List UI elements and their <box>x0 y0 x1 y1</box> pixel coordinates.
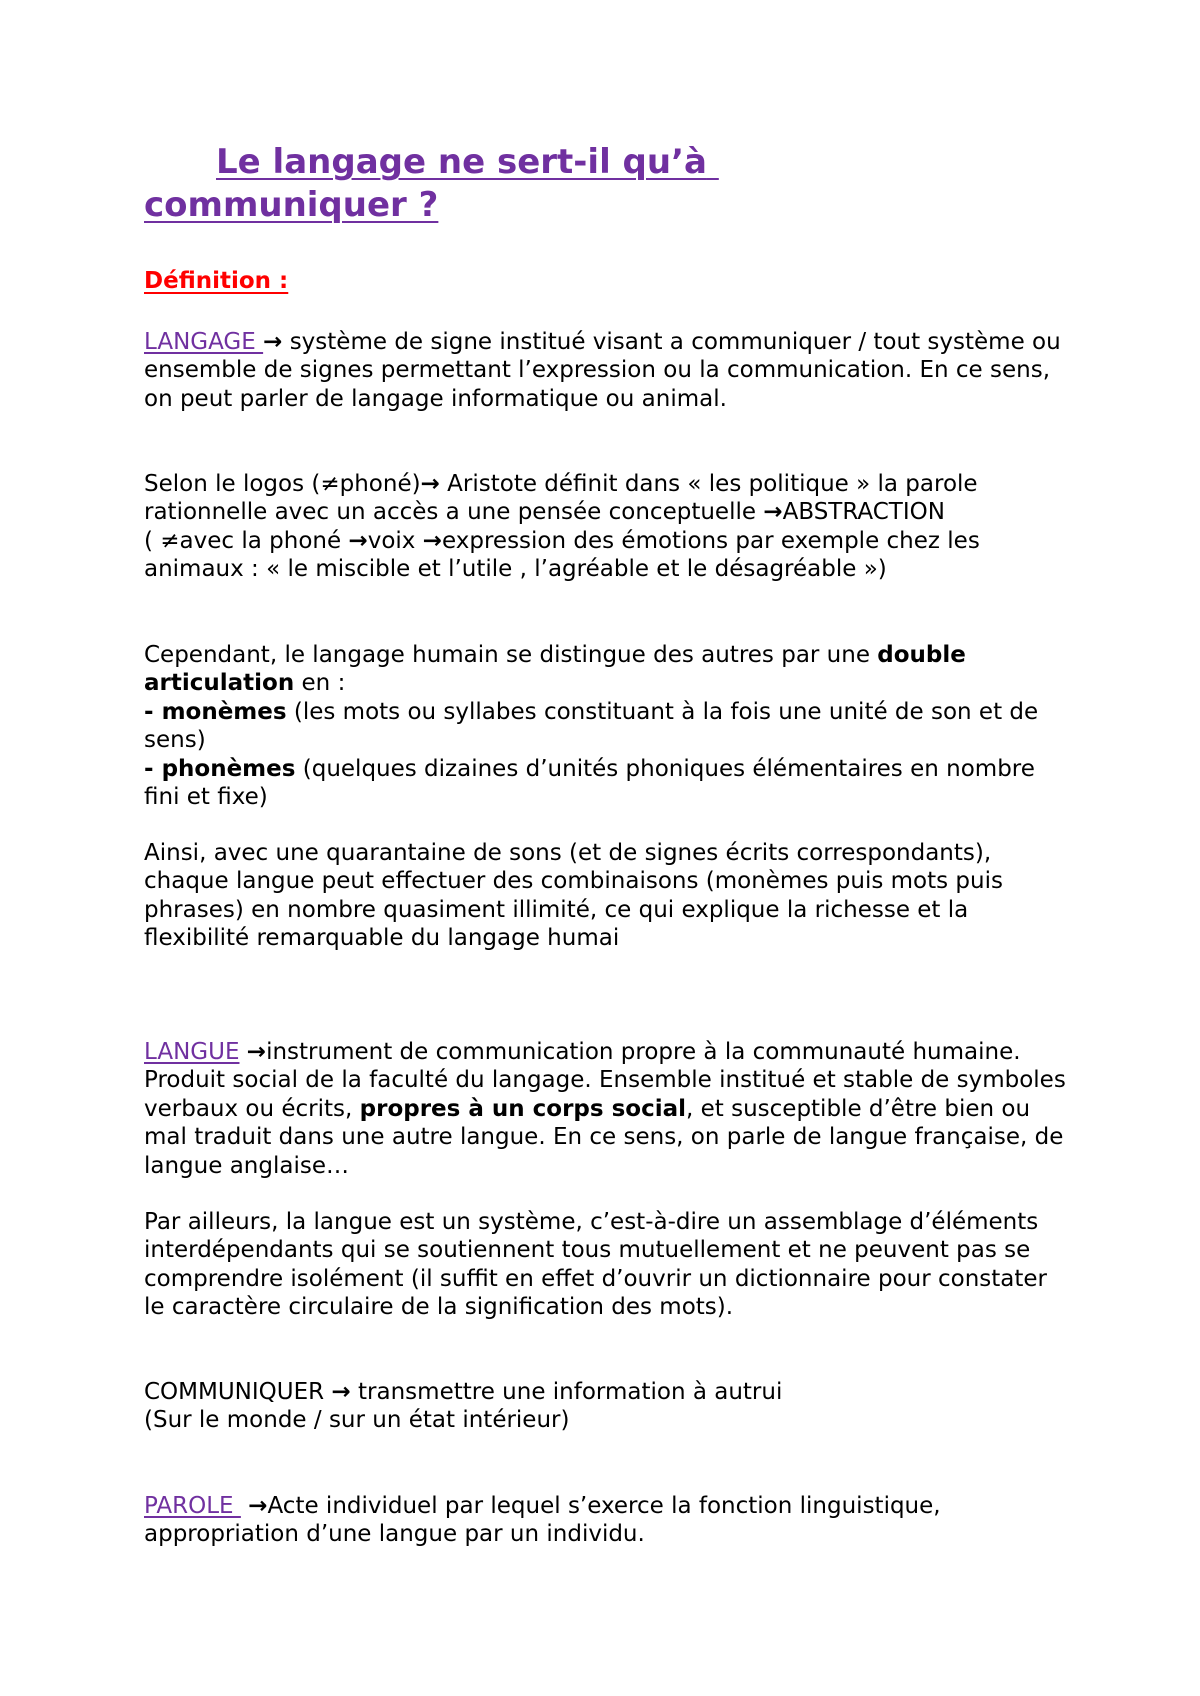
logos-text-4: ( ≠avec la phoné <box>144 527 349 554</box>
arrow-icon: → <box>422 527 443 554</box>
parole-text: Acte individuel par lequel s’exerce la fonction linguistique, appropriation d’une langue par un individu. <box>144 1493 941 1548</box>
arrow-icon: → <box>331 1379 351 1405</box>
arrow-icon: → <box>248 1493 268 1519</box>
ainsi-paragraph: Ainsi, avec une quarantaine de sons (et de signes écrits correspondants), chaque langue peut effectuer des combinaisons (monèmes puis mots puis phrases) en nombre quasiment illimité, ce qui explique la richesse et la flexibilité remarquable du langage humai <box>144 840 1003 952</box>
phonemes-text: (quelques dizaines d’unités phoniques élémentaires en nombre fini et fixe) <box>144 755 1035 811</box>
communiquer-text-2: (Sur le monde / sur un état intérieur) <box>144 1407 570 1434</box>
definition-heading: Définition : <box>144 268 289 294</box>
double-articulation-term: double articulation <box>144 642 966 697</box>
abstraction-label: ABSTRACTION <box>782 499 945 526</box>
monemes-term: monèmes <box>161 698 287 725</box>
articulation-intro-end: en : <box>294 670 346 697</box>
parole-term: PAROLE <box>144 1493 241 1519</box>
logos-text-1: Selon le logos (≠phoné) <box>144 471 421 497</box>
langue-space <box>239 1039 246 1065</box>
logos-text-2: Aristote définit dans « les politique » la parole rationnelle avec un accès a une pensée conceptuelle <box>144 471 978 526</box>
systeme-paragraph: Par ailleurs, la langue est un système, c’est-à-dire un assemblage d’éléments interdépendants qui se soutiennent tous mutuellement et ne peuvent pas se comprendre isolément (il suffit en effet d’ouvrir un dictionnaire pour constater le caractère circulaire de la signification des mots). <box>144 1209 1048 1321</box>
langage-definition <box>144 328 1074 413</box>
articulation-intro: Cependant, le langage humain se distingue des autres par une <box>144 642 878 668</box>
logos-text-5: voix <box>367 527 423 554</box>
communiquer-term: COMMUNIQUER <box>144 1379 332 1405</box>
communiquer-definition <box>144 1378 1074 1435</box>
list-dash: - <box>144 755 162 782</box>
arrow-icon: → <box>420 471 440 497</box>
monemes-text: (les mots ou syllabes constituant à la fois une unité de son et de sens) <box>144 698 1039 754</box>
logos-paragraph <box>144 470 1074 584</box>
parole-definition <box>144 1492 1074 1549</box>
corps-social-term: propres à un corps social <box>359 1095 686 1122</box>
langue-definition <box>144 1038 1074 1180</box>
langue-text-2: , et susceptible d’être bien ou mal traduit dans une autre langue. En ce sens, on parle de langue française, de langue anglaise… <box>144 1095 1064 1179</box>
arrow-icon: → <box>348 527 368 554</box>
langue-text-1: instrument de communication propre à la communauté humaine. Produit social de la faculté du langage. Ensemble institué et stable de symboles verbaux ou écrits, <box>144 1039 1066 1122</box>
langage-term: LANGAGE <box>144 329 264 355</box>
arrow-icon: → <box>763 499 783 526</box>
langage-text: système de signe institué visant a communiquer / tout système ou ensemble de signes permettant l’expression ou la communication. En ce sens, on peut parler de langage informatique ou animal. <box>144 329 1061 412</box>
list-dash: - <box>144 698 162 725</box>
arrow-icon: → <box>263 329 283 355</box>
arrow-icon: → <box>246 1039 267 1065</box>
page-title: Le langage ne sert-il qu’à communiquer ? <box>144 142 719 225</box>
logos-text-6: expression des émotions par exemple chez les animaux : « le miscible et l’utile , l’agréable et le désagréable ») <box>144 527 980 583</box>
articulation-paragraph <box>144 641 1074 811</box>
phonemes-term: phonèmes <box>161 755 296 782</box>
langue-term: LANGUE <box>144 1039 240 1065</box>
communiquer-text: transmettre une information à autrui <box>350 1379 783 1405</box>
